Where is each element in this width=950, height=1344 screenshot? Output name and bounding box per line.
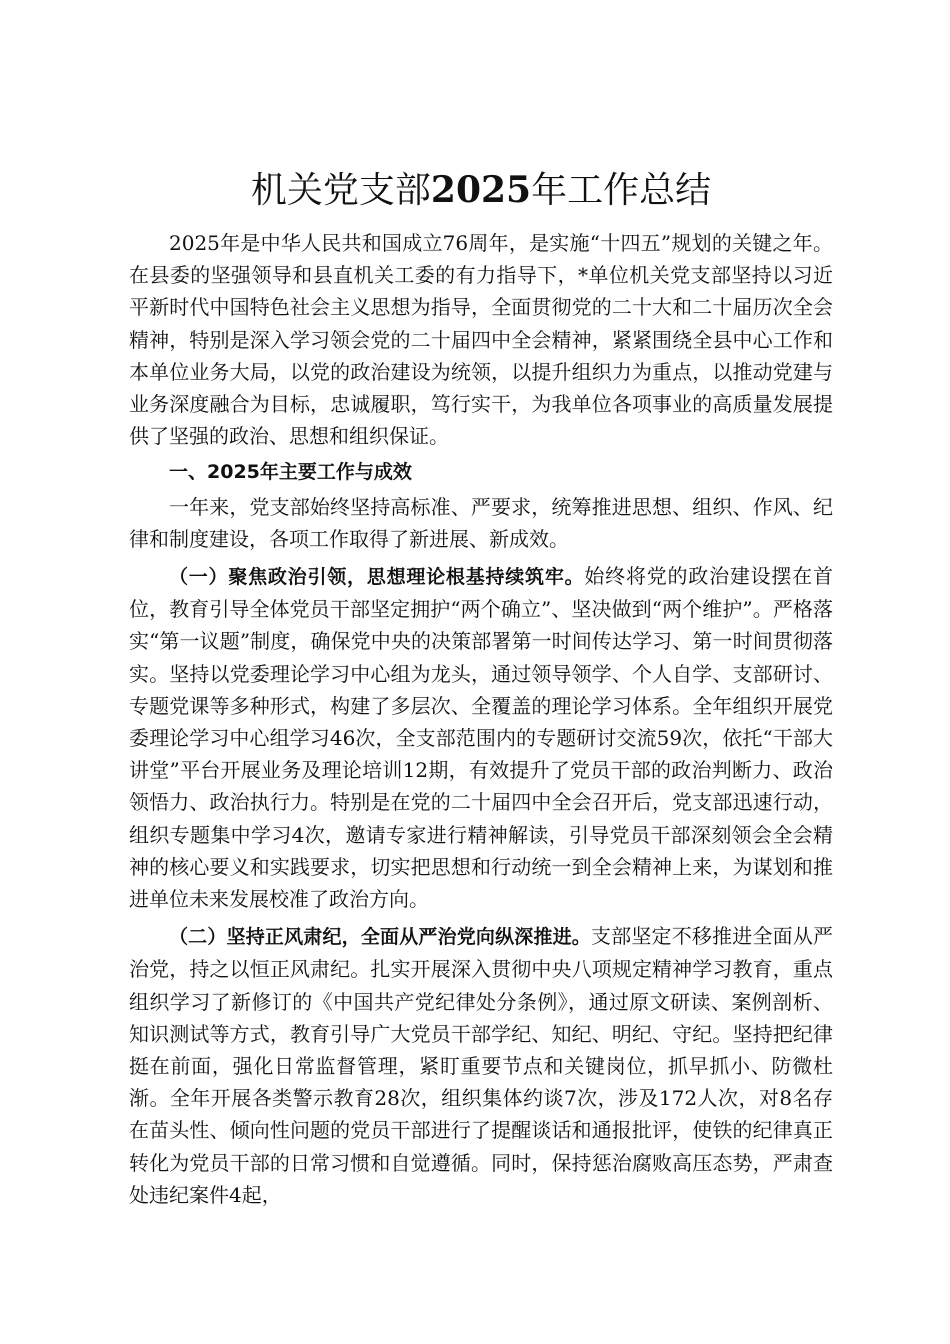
intro-paragraph: 2025年是中华人民共和国成立76周年，是实施“十四五”规划的关键之年。在县委的坚强领导和县直机关工委的有力指导下，*单位机关党支部坚持以习近平新时代中国特色社会主义思想为指导，全面贯彻党的二十大和二十届历次全会精神，特别是深入学习领会党的二十届四中全会精神，紧紧围绕全县中心工作和本单位业务大局，以党的政治建设为统领，以提升组织力为重点，以推动党建与业务深度融合为目标，忠诚履职，笃行实干，为我单位各项事业的高质量发展提供了坚强的政治、思想和组织保证。 bbox=[129, 231, 833, 449]
title-year: 2025 bbox=[430, 169, 532, 211]
section-intro-paragraph: 一年来，党支部始终坚持高标准、严要求，统筹推进思想、组织、作风、纪律和制度建设，各项工作取得了新进展、新成效。 bbox=[129, 494, 833, 551]
item-lead-1: （一）聚焦政治引领，思想理论根基持续筑牢。 bbox=[169, 566, 585, 589]
section-heading: 一、2025年主要工作与成效 bbox=[169, 461, 412, 484]
title-prefix: 机关党支部 bbox=[250, 170, 431, 211]
document-title bbox=[129, 160, 833, 221]
item-paragraph-1 bbox=[129, 560, 833, 915]
item-body-2: 支部坚定不移推进全面从严治党，持之以恒正风肃纪。扎实开展深入贯彻中央八项规定精神学习教育，重点组织学习了新修订的《中国共产党纪律处分条例》，通过原文研读、案例剖析、知识测试等方式，教育引导广大党员干部学纪、知纪、明纪、守纪。坚持把纪律挺在前面，强化日常监督管理，紧盯重要节点和关键岗位，抓早抓小、防微杜渐。全年开展各类警示教育28次，组织集体约谈7次，涉及172人次，对8名存在苗头性、倾向性问题的党员干部进行了提醒谈话和通报批评，使铁的纪律真正转化为党员干部的日常习惯和自觉遵循。同时，保持惩治腐败高压态势，严肃查处违纪案件4起， bbox=[129, 924, 833, 1207]
document-page bbox=[129, 160, 833, 1211]
title-suffix: 年工作总结 bbox=[531, 170, 712, 211]
item-body-1: 始终将党的政治建设摆在首位，教育引导全体党员干部坚定拥护“两个确立”、坚决做到“两个维护”。严格落实“第一议题”制度，确保党中央的决策部署第一时间传达学习、第一时间贯彻落实。坚持以党委理论学习中心组为龙头，通过领导领学、个人自学、支部研讨、专题党课等多种形式，构建了多层次、全覆盖的理论学习体系。全年组织开展党委理论学习中心组学习46次，全支部范围内的专题研讨交流59次，依托“干部大讲堂”平台开展业务及理论培训12期，有效提升了党员干部的政治判断力、政治领悟力、政治执行力。特别是在党的二十届四中全会召开后，党支部迅速行动，组织专题集中学习4次，邀请专家进行精神解读，引导党员干部深刻领会全会精神的核心要义和实践要求，切实把思想和行动统一到全会精神上来，为谋划和推进单位未来发展校准了政治方向。 bbox=[129, 564, 833, 912]
item-lead-2: （二）坚持正风肃纪，全面从严治党向纵深推进。 bbox=[169, 926, 591, 949]
item-paragraph-2 bbox=[129, 920, 833, 1211]
